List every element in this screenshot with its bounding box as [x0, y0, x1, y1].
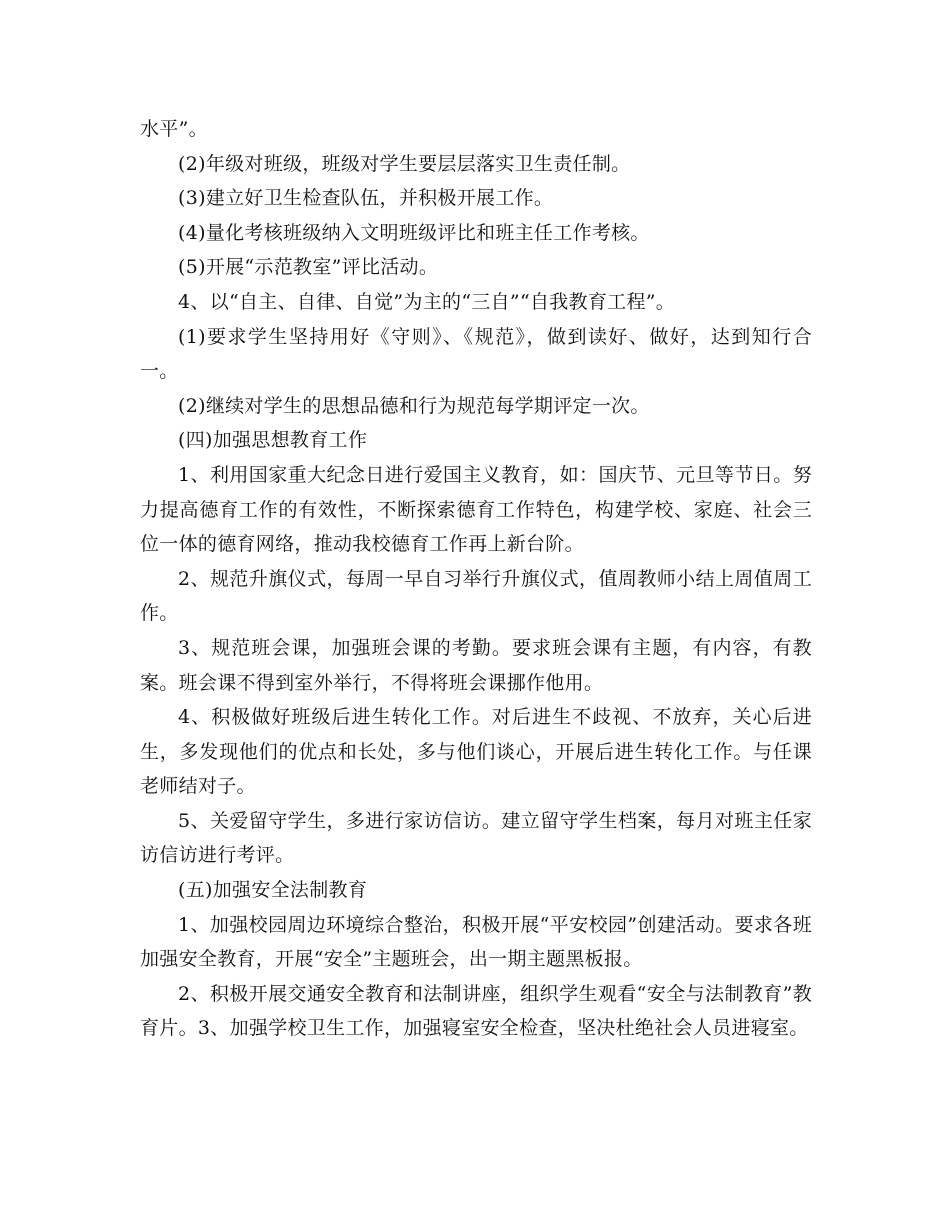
document-body	[140, 112, 812, 1046]
paragraph-4: (4)量化考核班级纳入文明班级评比和班主任工作考核。	[178, 221, 650, 244]
paragraph-16: 1、加强校园周边环境综合整治，积极开展“平安校园”创建活动。要求各班加强安全教育，开展“安全”主题班会，出一期主题黑板报。	[140, 913, 812, 971]
paragraph-14: 5、关爱留守学生，多进行家访信访。建立留守学生档案，每月对班主任家访信访进行考评。	[140, 809, 812, 867]
paragraph-1: 水平”。	[140, 118, 208, 140]
paragraph-3: (3)建立好卫生检查队伍，并积极开展工作。	[178, 187, 554, 210]
paragraph-6: 4、以“自主、自律、自觉”为主的“三自”“自我教育工程”。	[178, 290, 676, 313]
paragraph-7: (1)要求学生坚持用好《守则》、《规范》，做到读好、做好，达到知行合一。	[140, 325, 812, 383]
section-heading-4: (四)加强思想教育工作	[178, 429, 368, 452]
paragraph-2: (2)年级对班级，班级对学生要层层落实卫生责任制。	[178, 152, 631, 175]
paragraph-11: 2、规范升旗仪式，每周一早自习举行升旗仪式，值周教师小结上周值周工作。	[140, 567, 812, 625]
paragraph-10: 1、利用国家重大纪念日进行爱国主义教育，如：国庆节、元旦等节日。努力提高德育工作的有效性，不断探索德育工作特色，构建学校、家庭、社会三位一体的德育网络，推动我校德育工作再上新台阶。	[140, 463, 812, 556]
paragraph-13: 4、积极做好班级后进生转化工作。对后进生不歧视、不放弃，关心后进生，多发现他们的优点和长处，多与他们谈心，开展后进生转化工作。与任课老师结对子。	[140, 706, 812, 798]
paragraph-8: (2)继续对学生的思想品德和行为规范每学期评定一次。	[178, 394, 650, 417]
paragraph-5: (5)开展“示范教室”评比活动。	[178, 256, 439, 279]
paragraph-17: 2、积极开展交通安全教育和法制讲座，组织学生观看“安全与法制教育”教育片。3、加强学校卫生工作，加强寝室安全检查，坚决杜绝社会人员进寝室。	[140, 982, 812, 1040]
paragraph-12: 3、规范班会课，加强班会课的考勤。要求班会课有主题，有内容，有教案。班会课不得到室外举行，不得将班会课挪作他用。	[140, 636, 812, 694]
section-heading-5: (五)加强安全法制教育	[178, 879, 368, 902]
